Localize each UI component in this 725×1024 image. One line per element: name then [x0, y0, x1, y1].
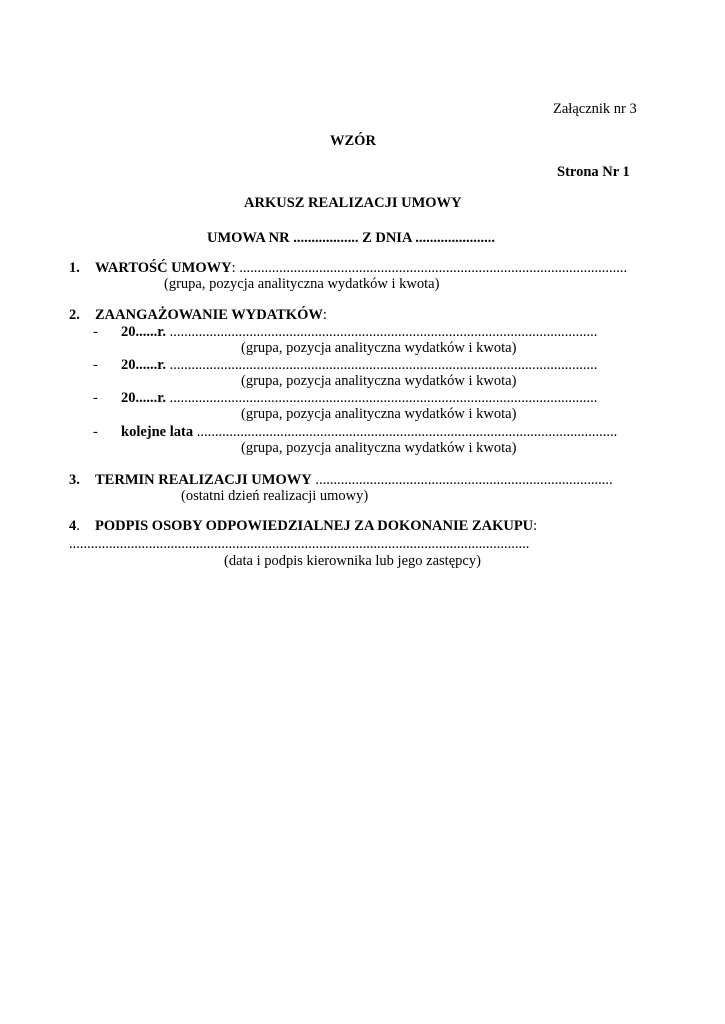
section-2-row — [93, 390, 597, 407]
document-title: ARKUSZ REALIZACJI UMOWY — [244, 195, 462, 211]
section-1-number: 1. — [69, 260, 80, 276]
row-hint: (grupa, pozycja analityczna wydatków i kwota) — [241, 373, 517, 389]
section-3-number: 3. — [69, 472, 80, 488]
page-number: Strona Nr 1 — [557, 164, 630, 180]
section-2-row — [93, 357, 597, 374]
section-2-row — [93, 424, 617, 441]
section-2-row — [93, 324, 597, 341]
section-4-heading: PODPIS OSOBY ODPOWIEDZIALNEJ ZA DOKONANIE ZAKUPU — [95, 518, 534, 534]
row-hint: (grupa, pozycja analityczna wydatków i kwota) — [241, 440, 517, 456]
row-label: kolejne lata — [121, 424, 194, 440]
row-label: 20......r. — [121, 390, 166, 406]
row-hint: (grupa, pozycja analityczna wydatków i kwota) — [241, 340, 517, 356]
row-label: 20......r. — [121, 324, 166, 340]
row-dots: ...................................................................................................................... — [165, 357, 598, 373]
row-hint: (grupa, pozycja analityczna wydatków i kwota) — [241, 406, 517, 422]
row-dash: - — [93, 324, 98, 340]
section-2-colon: : — [322, 307, 327, 323]
row-dots: ...................................................................................................................... — [165, 324, 598, 340]
signature-hint: (data i podpis kierownika lub jego zastępcy) — [224, 553, 481, 569]
template-label: WZÓR — [330, 133, 376, 149]
section-3-dots: .................................................................................. — [311, 472, 613, 488]
attachment-label: Załącznik nr 3 — [553, 101, 637, 117]
signature-dots: ............................................................................................................................... — [69, 536, 530, 552]
row-dash: - — [93, 390, 98, 406]
section-3-line — [69, 472, 613, 489]
contract-line: UMOWA NR .................. Z DNIA ...................... — [207, 230, 495, 246]
row-dots: ...................................................................................................................... — [165, 390, 598, 406]
section-1-heading: WARTOŚĆ UMOWY — [95, 260, 232, 276]
row-dash: - — [93, 424, 98, 440]
row-label: 20......r. — [121, 357, 166, 373]
row-dash: - — [93, 357, 98, 373]
section-3-hint: (ostatni dzień realizacji umowy) — [181, 488, 369, 504]
section-4-colon: : — [533, 518, 538, 534]
row-dots: .................................................................................................................... — [193, 424, 618, 440]
section-1-hint: (grupa, pozycja analityczna wydatków i kwota) — [164, 276, 440, 292]
section-4-number: 4. — [69, 518, 80, 534]
section-1-line — [69, 260, 627, 277]
section-1-dots: : ........................................................................................................... — [231, 260, 628, 276]
section-2-number: 2. — [69, 307, 80, 323]
section-2-heading: ZAANGAŻOWANIE WYDATKÓW — [95, 307, 323, 323]
section-2-line — [69, 307, 327, 324]
section-3-heading: TERMIN REALIZACJI UMOWY — [95, 472, 312, 488]
section-4-line — [69, 518, 537, 535]
